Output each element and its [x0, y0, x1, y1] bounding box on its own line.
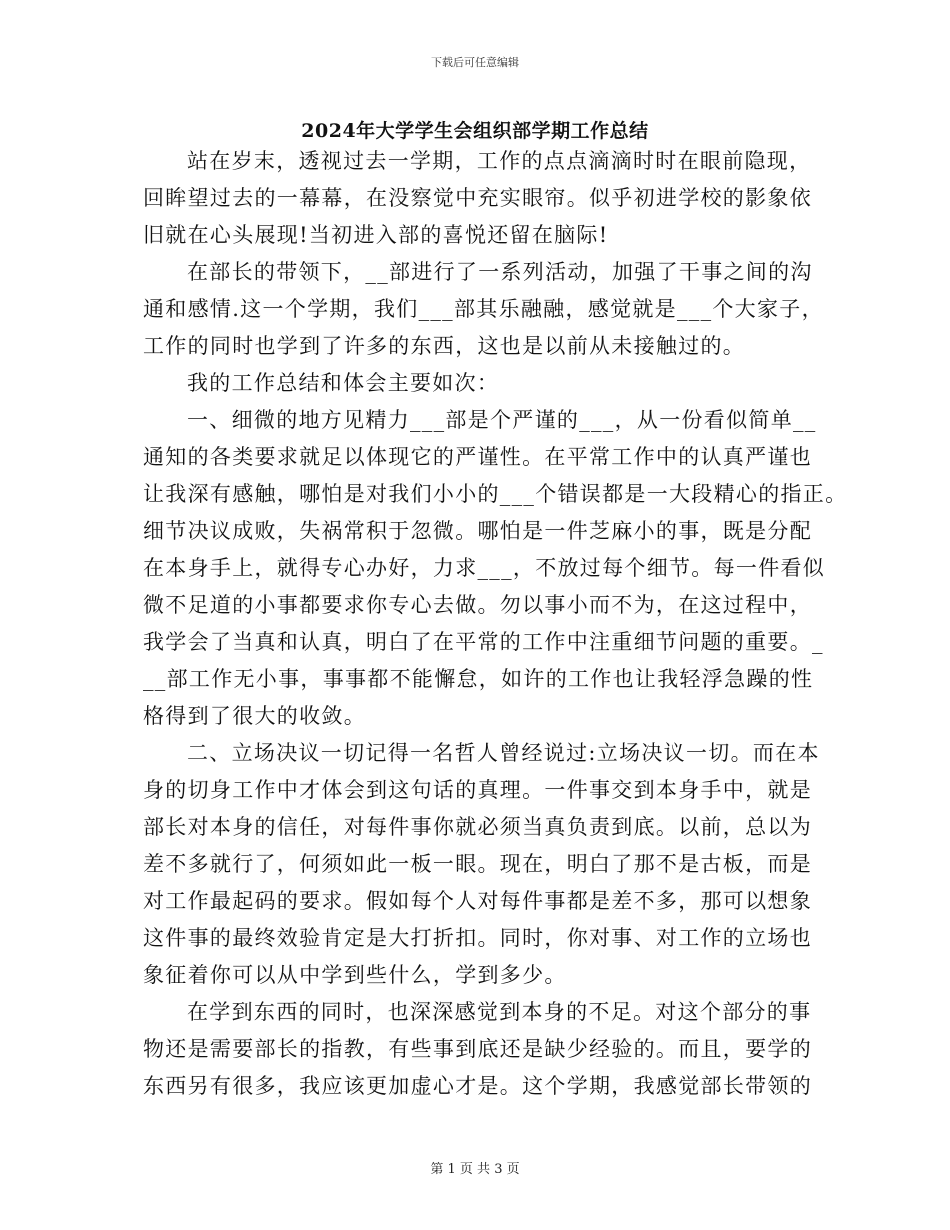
text-line: 站在岁末，透视过去一学期，工作的点点滴滴时时在眼前隐现，: [187, 149, 812, 173]
text-line: 二、立场决议一切记得一名哲人曾经说过:立场决议一切。而在本: [187, 741, 820, 765]
text-line: 这件事的最终效验肯定是大打折扣。同时，你对事、对工作的立场也: [143, 926, 812, 950]
text-line: 让我深有感触，哪怕是对我们小小的___个错误都是一大段精心的指正。: [143, 482, 848, 506]
text-line: 在本身手上，就得专心办好，力求___，不放过每个细节。每一件看似: [143, 556, 826, 580]
text-line: 在学到东西的同时，也深深感觉到本身的不足。对这个部分的事: [187, 1000, 812, 1024]
text-line: 回眸望过去的一幕幕，在没察觉中充实眼帘。似乎初进学校的影象依: [143, 186, 812, 210]
page-header: 下载后可任意编辑: [431, 56, 519, 69]
text-line: 在部长的带领下，__部进行了一系列活动，加强了干事之间的沟: [187, 260, 813, 284]
text-line: 我学会了当真和认真，明白了在平常的工作中注重细节问题的重要。_: [143, 630, 824, 654]
text-line: __部工作无小事，事事都不能懈怠，如许的工作也让我轻浮急躁的性: [143, 667, 814, 691]
text-line: 通和感情.这一个学期，我们___部其乐融融，感觉就是___个大家子，: [143, 297, 824, 321]
text-line: 通知的各类要求就足以体现它的严谨性。在平常工作中的认真严谨也: [143, 445, 812, 469]
text-line: 物还是需要部长的指教，有些事到底还是缺少经验的。而且，要学的: [143, 1037, 812, 1061]
text-line: 对工作最起码的要求。假如每个人对每件事都是差不多，那可以想象: [143, 889, 812, 913]
text-line: 身的切身工作中才体会到这句话的真理。一件事交到本身手中，就是: [143, 778, 812, 802]
text-line: 东西另有很多，我应该更加虚心才是。这个学期，我感觉部长带领的: [143, 1074, 812, 1098]
text-line: 微不足道的小事都要求你专心去做。勿以事小而不为，在这过程中，: [143, 593, 812, 617]
text-line: 部长对本身的信任，对每件事你就必须当真负责到底。以前，总以为: [143, 815, 812, 839]
text-line: 一、细微的地方见精力___部是个严谨的___，从一份看似简单__: [187, 408, 817, 432]
document-title: 2024年大学学生会组织部学期工作总结: [301, 120, 649, 142]
text-line: 格得到了很大的收敛。: [143, 704, 366, 728]
text-line: 象征着你可以从中学到些什么，学到多少。: [143, 963, 567, 987]
text-line: 细节决议成败，失祸常积于忽微。哪怕是一件芝麻小的事，既是分配: [143, 519, 812, 543]
text-line: 工作的同时也学到了许多的东西，这也是以前从未接触过的。: [143, 334, 746, 358]
text-line: 我的工作总结和体会主要如次：: [187, 371, 500, 395]
text-line: 差不多就行了，何须如此一板一眼。现在，明白了那不是古板，而是: [143, 852, 812, 876]
text-line: 旧就在心头展现!当初进入部的喜悦还留在脑际!: [143, 223, 609, 247]
page-number: 第 1 页 共 3 页: [430, 1162, 520, 1177]
